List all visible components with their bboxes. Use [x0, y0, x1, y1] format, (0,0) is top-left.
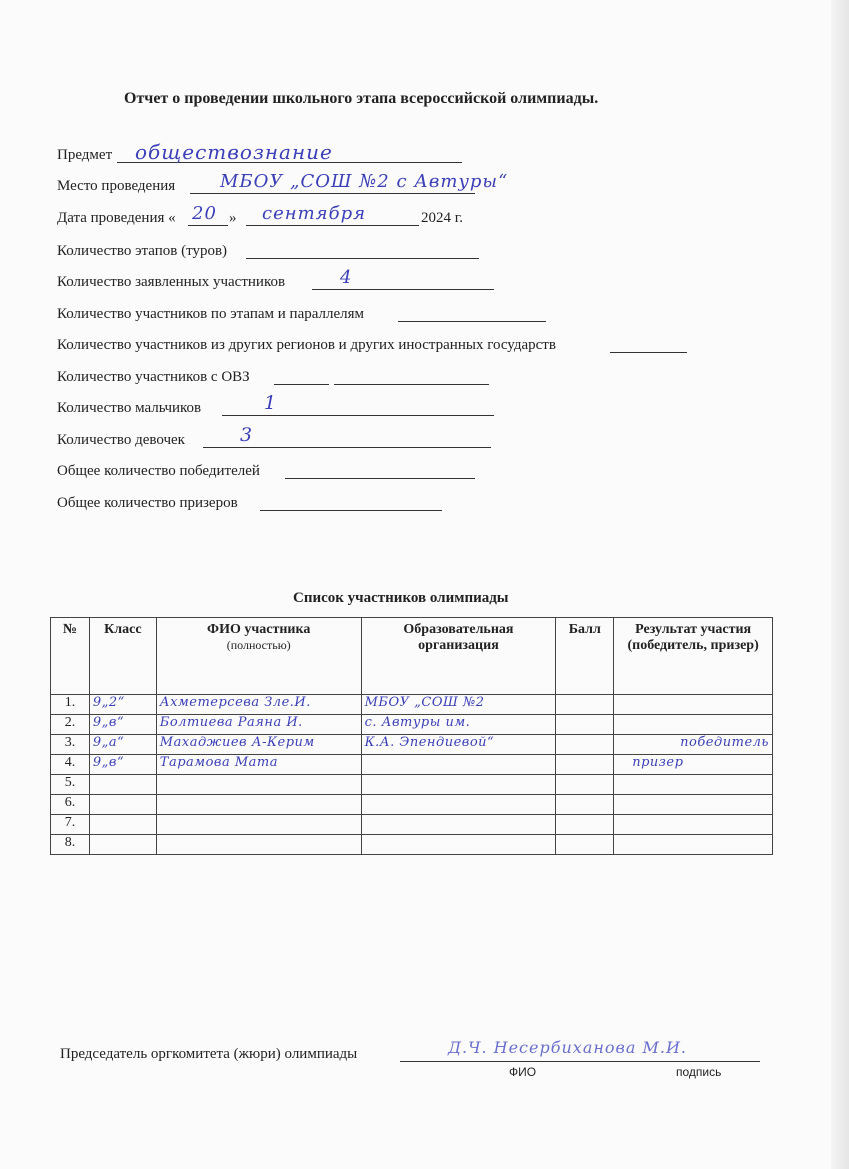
row-score [556, 775, 614, 795]
row-num: 6. [51, 795, 90, 815]
place-value: МБОУ „СОШ №2 с Автуры“ [220, 171, 509, 192]
table-row [51, 715, 773, 735]
row-class: 9„в“ [89, 755, 156, 775]
table-row [51, 835, 773, 855]
table-row [51, 695, 773, 715]
row-score [556, 735, 614, 755]
row-name: Махаджиев А-Керим [156, 735, 361, 755]
boys-label: Количество мальчиков [57, 400, 202, 416]
table-header-row [51, 618, 773, 695]
row-org: с. Автуры им. [361, 715, 556, 735]
row-result: призер [614, 755, 773, 775]
table-row [51, 815, 773, 835]
row-name [156, 835, 361, 855]
girls-label: Количество девочек [57, 432, 185, 448]
row-num: 7. [51, 815, 90, 835]
row-result [614, 795, 773, 815]
row-num: 3. [51, 735, 90, 755]
girls-value: 3 [240, 424, 254, 446]
row-score [556, 755, 614, 775]
row-name [156, 795, 361, 815]
row-name: Тарамова Мата [156, 755, 361, 775]
col-header-org: Образовательная организация [361, 618, 556, 695]
girls-line [203, 447, 491, 448]
report-title: Отчет о проведении школьного этапа всероссийской олимпиады. [124, 90, 599, 107]
place-line [190, 193, 475, 194]
declared-label: Количество заявленных участников [57, 274, 286, 290]
row-result [614, 815, 773, 835]
other-regions-label: Количество участников из других регионов и других иностранных государств [57, 337, 556, 353]
table-row [51, 775, 773, 795]
by-stage-label: Количество участников по этапам и параллелям [57, 306, 365, 322]
boys-line [222, 415, 494, 416]
date-month: сентября [262, 203, 367, 224]
ovz-line-2 [334, 384, 489, 385]
row-num: 2. [51, 715, 90, 735]
row-num: 8. [51, 835, 90, 855]
col-header-name [156, 618, 361, 695]
by-stage-line [398, 321, 546, 322]
page-edge-shadow [831, 0, 849, 1169]
date-label-start: Дата проведения « [57, 210, 176, 226]
col-header-num: № [51, 618, 90, 695]
row-name: Ахметерсева Зле.И. [156, 695, 361, 715]
row-result [614, 835, 773, 855]
table-row [51, 735, 773, 755]
row-org [361, 775, 556, 795]
row-name [156, 815, 361, 835]
row-class: 9„а“ [89, 735, 156, 755]
row-org [361, 795, 556, 815]
row-num: 4. [51, 755, 90, 775]
row-score [556, 715, 614, 735]
col-header-result: Результат участия (победитель, призер) [614, 618, 773, 695]
prizewinners-label: Общее количество призеров [57, 495, 238, 511]
col-header-class: Класс [89, 618, 156, 695]
boys-value: 1 [264, 392, 278, 414]
col-header-name-label: ФИО участника [207, 622, 311, 637]
row-result [614, 695, 773, 715]
row-class: 9„в“ [89, 715, 156, 735]
date-label-end: 2024 г. [421, 210, 463, 226]
row-org: К.А. Эпендиевой“ [361, 735, 556, 755]
winners-line [285, 478, 475, 479]
row-org: МБОУ „СОШ №2 [361, 695, 556, 715]
row-org [361, 755, 556, 775]
signature-label: подпись [676, 1065, 722, 1079]
date-label-mid: » [229, 210, 237, 226]
subject-label: Предмет [57, 147, 113, 163]
row-result [614, 775, 773, 795]
declared-value: 4 [340, 267, 353, 288]
list-title: Список участников олимпиады [293, 590, 509, 606]
place-label: Место проведения [57, 178, 176, 194]
row-result [614, 715, 773, 735]
declared-line [312, 289, 494, 290]
col-header-score: Балл [556, 618, 614, 695]
row-org [361, 835, 556, 855]
row-org [361, 815, 556, 835]
participants-table [50, 617, 773, 855]
prizewinners-line [260, 510, 442, 511]
row-class [89, 815, 156, 835]
row-score [556, 815, 614, 835]
chair-line [400, 1061, 760, 1062]
row-num: 1. [51, 695, 90, 715]
fio-label: ФИО [509, 1065, 537, 1079]
row-class [89, 775, 156, 795]
winners-label: Общее количество победителей [57, 463, 260, 479]
subject-value: обществознание [135, 140, 333, 164]
stages-line [246, 258, 479, 259]
row-score [556, 795, 614, 815]
date-day: 20 [192, 203, 217, 224]
other-regions-line [610, 352, 687, 353]
date-day-line [188, 225, 228, 226]
row-name [156, 775, 361, 795]
row-score [556, 695, 614, 715]
ovz-label: Количество участников с ОВЗ [57, 369, 250, 385]
row-class: 9„2“ [89, 695, 156, 715]
row-name: Болтиева Раяна И. [156, 715, 361, 735]
stages-label: Количество этапов (туров) [57, 243, 228, 259]
date-month-line [246, 225, 419, 226]
row-class [89, 835, 156, 855]
ovz-line-1 [274, 384, 329, 385]
row-score [556, 835, 614, 855]
table-row [51, 795, 773, 815]
chair-label: Председатель оргкомитета (жюри) олимпиады [60, 1046, 358, 1062]
row-class [89, 795, 156, 815]
chair-signature: Д.Ч. Несербиханова М.И. [448, 1038, 687, 1057]
row-num: 5. [51, 775, 90, 795]
row-result: победитель [614, 735, 773, 755]
table-row [51, 755, 773, 775]
col-header-name-sub: (полностью) [226, 638, 291, 652]
